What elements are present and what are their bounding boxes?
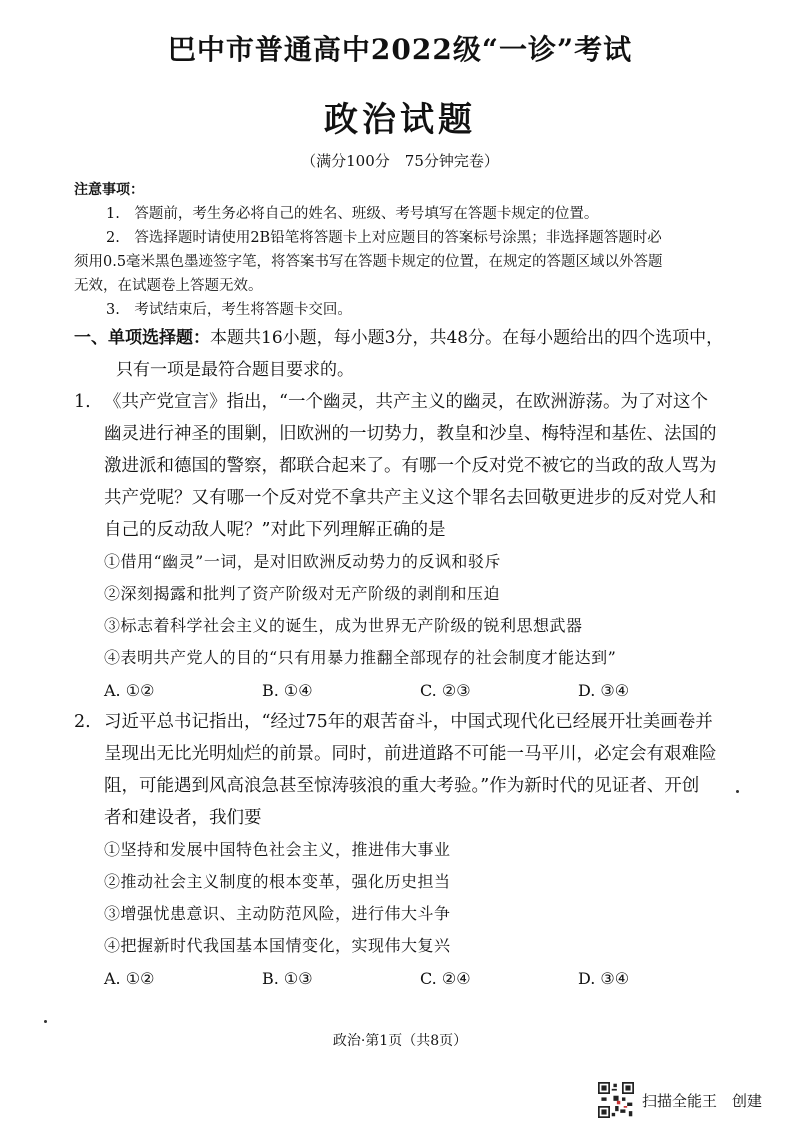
subject-title: 政治试题 <box>324 100 476 140</box>
question-number: 2. <box>74 712 91 732</box>
question-1 <box>74 386 736 708</box>
stem-line: 习近平总书记指出，“经过75年的艰苦奋斗，中国式现代化已经展开壮美画卷并 <box>104 712 713 732</box>
choice-c: C. ②④ <box>420 969 471 988</box>
notice-block <box>74 178 734 322</box>
scan-speck <box>44 1020 47 1023</box>
page-footer: 政治·第1页（共8页） <box>332 1033 468 1049</box>
scanner-watermark <box>598 1082 762 1118</box>
section-instruction-cont: 只有一项是最符合题目要求的。 <box>116 360 354 380</box>
section-label: 一、单项选择题： <box>74 328 210 348</box>
question-stem <box>74 706 736 834</box>
stem-line: 阻，可能遇到风高浪急甚至惊涛骇浪的重大考验。”作为新时代的见证者、开创 <box>104 776 700 796</box>
stem-line: 激进派和德国的警察，都联合起来了。有哪一个反对党不被它的当政的敌人骂为 <box>104 456 717 476</box>
qr-code-icon <box>598 1082 634 1118</box>
question-2 <box>74 706 736 996</box>
notice-item-continuation: 无效，在试题卷上答题无效。 <box>74 278 263 294</box>
stem-line: 者和建设者，我们要 <box>104 808 262 828</box>
statement-option: ①坚持和发展中国特色社会主义，推进伟大事业 <box>104 840 451 859</box>
stem-line: 呈现出无比光明灿烂的前景。同时，前进道路不可能一马平川，必定会有艰难险 <box>104 744 717 764</box>
stem-line: 共产党呢？又有哪一个反对党不拿共产主义这个罪名去回敬更进步的反对党人和 <box>104 488 717 508</box>
answer-choices <box>74 962 736 996</box>
scan-speck <box>736 790 739 793</box>
scanner-label: 扫描全能王 创建 <box>642 1091 763 1110</box>
notice-heading: 注意事项： <box>74 182 144 198</box>
notice-item-continuation: 须用0.5毫米黑色墨迹签字笔，将答案书写在答题卡规定的位置，在规定的答题区域以外答题 <box>74 254 663 270</box>
choice-b: B. ①③ <box>262 969 313 988</box>
notice-item: 3. 考试结束后，考生将答题卡交回。 <box>106 302 352 318</box>
statement-option: ②深刻揭露和批判了资产阶级对无产阶级的剥削和压迫 <box>104 584 501 603</box>
choice-c: C. ②③ <box>420 681 471 700</box>
answer-choices <box>74 674 736 708</box>
choice-a: A. ①② <box>104 681 155 700</box>
statement-option: ③标志着科学社会主义的诞生，成为世界无产阶级的锐利思想武器 <box>104 616 583 635</box>
exam-title: 巴中市普通高中2022级“一诊”考试 <box>167 33 633 66</box>
choice-d: D. ③④ <box>578 681 630 700</box>
stem-line: 《共产党宣言》指出，“一个幽灵，共产主义的幽灵，在欧洲游荡。为了对这个 <box>104 392 708 412</box>
statement-option: ④把握新时代我国基本国情变化，实现伟大复兴 <box>104 936 451 955</box>
choice-a: A. ①② <box>104 969 155 988</box>
statement-option: ②推动社会主义制度的根本变革，强化历史担当 <box>104 872 451 891</box>
choice-d: D. ③④ <box>578 969 630 988</box>
question-number: 1. <box>74 392 91 412</box>
stem-line: 幽灵进行神圣的围剿，旧欧洲的一切势力，教皇和沙皇、梅特涅和基佐、法国的 <box>104 424 717 444</box>
statement-option: ④表明共产党人的目的“只有用暴力推翻全部现存的社会制度才能达到” <box>104 648 617 667</box>
stem-line: 自己的反动敌人呢？”对此下列理解正确的是 <box>104 520 446 540</box>
section-instruction: 本题共16小题，每小题3分，共48分。在每小题给出的四个选项中， <box>210 328 724 348</box>
score-note: （满分100分 75分钟完卷） <box>301 152 499 170</box>
section-header <box>74 322 744 386</box>
question-stem <box>74 386 736 546</box>
notice-item: 2. 答选择题时请使用2B铅笔将答题卡上对应题目的答案标号涂黑；非选择题答题时必 <box>106 230 662 246</box>
statement-option: ①借用“幽灵”一词，是对旧欧洲反动势力的反讽和驳斥 <box>104 552 501 571</box>
statement-option: ③增强忧患意识、主动防范风险，进行伟大斗争 <box>104 904 451 923</box>
notice-item: 1. 答题前，考生务必将自己的姓名、班级、考号填写在答题卡规定的位置。 <box>106 206 599 222</box>
choice-b: B. ①④ <box>262 681 313 700</box>
